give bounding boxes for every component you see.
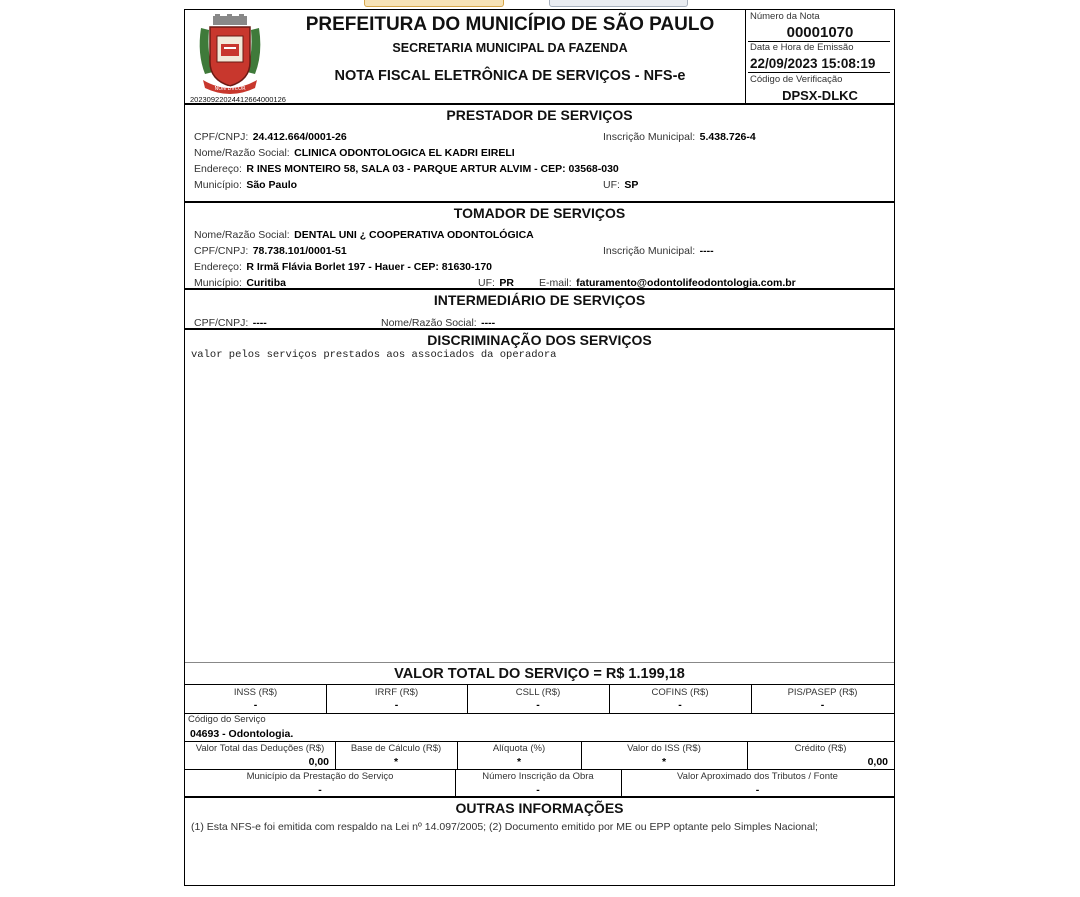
- tributos-aproximados-label: Valor Aproximado dos Tributos / Fonte: [677, 771, 838, 782]
- numero-label: Número da Nota: [750, 11, 820, 22]
- prestador-heading: PRESTADOR DE SERVIÇOS: [446, 107, 633, 123]
- tomador-inscricao: Inscrição Municipal: ----: [603, 245, 714, 257]
- tomador-endereco: Endereço: R Irmã Flávia Borlet 197 - Hauer - CEP: 81630-170: [194, 261, 493, 273]
- valor-total: VALOR TOTAL DO SERVIÇO = R$ 1.199,18: [394, 666, 685, 682]
- prestador-nome: Nome/Razão Social: CLINICA ODONTOLOGICA EL KADRI EIRELI: [194, 147, 515, 159]
- codigo-servico-value: 04693 - Odontologia.: [190, 728, 294, 740]
- tomador-nome: Nome/Razão Social: DENTAL UNI ¿ COOPERATIVA ODONTOLÓGICA: [194, 229, 534, 241]
- inscricao-obra-label: Número Inscrição da Obra: [482, 771, 594, 782]
- municipio-prestacao-label: Município da Prestação do Serviço: [246, 771, 394, 782]
- nfse-title: NOTA FISCAL ELETRÔNICA DE SERVIÇOS - NFS-e: [334, 68, 686, 84]
- tomador-cnpj: CPF/CNPJ: 78.738.101/0001-51: [194, 245, 347, 257]
- intermediario-nome: Nome/Razão Social: ----: [381, 317, 496, 329]
- toolbar-tab-left[interactable]: [364, 0, 504, 7]
- svg-text:NON DVCOR: NON DVCOR: [214, 86, 246, 92]
- csll-label: CSLL (R$): [515, 687, 561, 698]
- tributos-aproximados-value: -: [755, 784, 760, 796]
- secretaria-subtitle: SECRETARIA MUNICIPAL DA FAZENDA: [392, 41, 628, 55]
- pis-value: -: [820, 699, 825, 711]
- cofins-label: COFINS (R$): [651, 687, 709, 698]
- municipio-prestacao-value: -: [318, 784, 322, 796]
- coat-of-arms-icon: [195, 14, 265, 96]
- discriminacao-text: valor pelos serviços prestados aos associados da operadora: [191, 349, 557, 361]
- inss-value: -: [253, 699, 258, 711]
- prestador-endereco: Endereço: R INES MONTEIRO 58, SALA 03 - PARQUE ARTUR ALVIM - CEP: 03568-030: [194, 163, 619, 175]
- prestador-municipio: Município: São Paulo: [194, 179, 298, 191]
- tomador-heading: TOMADOR DE SERVIÇOS: [453, 205, 626, 221]
- prestador-inscricao: Inscrição Municipal: 5.438.726-4: [603, 131, 756, 143]
- barcode-number: 20230922024412664000126: [190, 95, 286, 104]
- irrf-value: -: [394, 699, 399, 711]
- cofins-value: -: [678, 699, 682, 711]
- aliquota-value: *: [516, 756, 522, 768]
- aliquota-label: Alíquota (%): [492, 743, 546, 754]
- inss-label: INSS (R$): [233, 687, 278, 698]
- tomador-municipio: Município: Curitiba: [194, 277, 286, 289]
- pis-label: PIS/PASEP (R$): [787, 687, 858, 698]
- intermediario-cnpj: CPF/CNPJ: ----: [194, 317, 267, 329]
- prefeitura-title: PREFEITURA DO MUNICÍPIO DE SÃO PAULO: [305, 14, 715, 35]
- deducoes-label: Valor Total das Deduções (R$): [195, 743, 325, 754]
- csll-value: -: [536, 699, 540, 711]
- valor-iss-label: Valor do ISS (R$): [627, 743, 701, 754]
- outras-text: (1) Esta NFS-e foi emitida com respaldo na Lei nº 14.097/2005; (2) Documento emitido por ME ou EPP optante pelo Simples Nacional;: [191, 821, 818, 833]
- deducoes-value: 0,00: [308, 756, 329, 768]
- base-calculo-label: Base de Cálculo (R$): [350, 743, 442, 754]
- data-label: Data e Hora de Emissão: [750, 42, 854, 53]
- irrf-label: IRRF (R$): [374, 687, 419, 698]
- toolbar-tab-right[interactable]: [549, 0, 688, 7]
- tomador-email: E-mail: faturamento@odontolifeodontologia.com.br: [539, 277, 796, 289]
- valor-iss-value: *: [661, 756, 667, 768]
- outras-heading: OUTRAS INFORMAÇÕES: [455, 800, 624, 816]
- prestador-cnpj: CPF/CNPJ: 24.412.664/0001-26: [194, 131, 347, 143]
- inscricao-obra-value: -: [536, 784, 540, 796]
- intermediario-heading: INTERMEDIÁRIO DE SERVIÇOS: [433, 292, 646, 308]
- discriminacao-heading: DISCRIMINAÇÃO DOS SERVIÇOS: [427, 332, 652, 348]
- nfse-document: [184, 9, 895, 886]
- base-calculo-value: *: [393, 756, 399, 768]
- prestador-uf: UF: SP: [603, 179, 639, 191]
- numero-value: 00001070: [786, 24, 854, 41]
- codigo-value: DPSX-DLKC: [782, 88, 858, 103]
- data-value: 22/09/2023 15:08:19: [750, 56, 876, 71]
- codigo-servico-label: Código do Serviço: [188, 714, 266, 725]
- tomador-uf: UF: PR: [478, 277, 514, 289]
- credito-value: 0,00: [867, 756, 888, 768]
- credito-label: Crédito (R$): [794, 743, 847, 754]
- codigo-label: Código de Verificação: [750, 74, 843, 85]
